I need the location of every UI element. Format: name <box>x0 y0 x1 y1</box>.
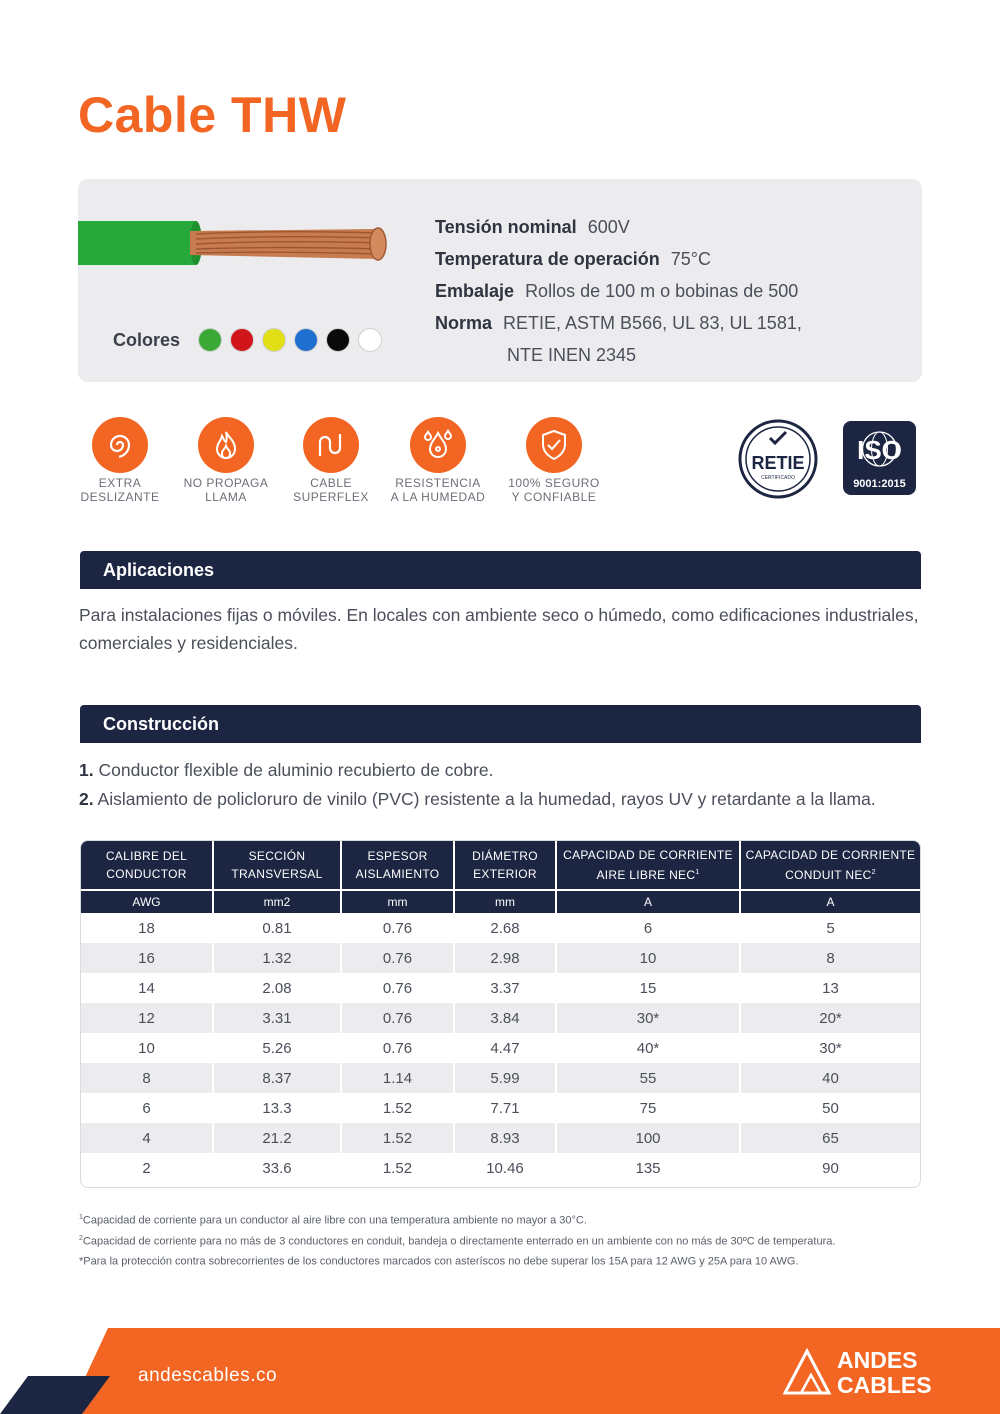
table-cell: 5.99 <box>455 1063 557 1093</box>
iso-subtext: 9001:2015 <box>853 478 906 490</box>
shield-check-icon <box>526 417 582 473</box>
table-cell: 8.93 <box>455 1123 557 1153</box>
item-text: Aislamiento de policloruro de vinilo (PVC) resistente a la humedad, rayos UV y retardante a la llama. <box>97 789 876 809</box>
item-number: 2. <box>79 789 94 809</box>
table-units-row <box>81 889 920 913</box>
footnotes <box>79 1209 835 1271</box>
table-unit-cell: mm <box>342 891 455 913</box>
table-cell: 14 <box>81 973 214 1003</box>
color-swatch-yellow <box>262 328 286 352</box>
spec-norma-cont <box>435 339 802 371</box>
table-cell: 6 <box>557 913 741 943</box>
table-cell: 20* <box>819 1009 842 1027</box>
feature-label-line1: EXTRA <box>98 476 142 490</box>
table-cell: 0.76 <box>342 1003 455 1033</box>
table-cell: 33.6 <box>214 1153 342 1183</box>
andes-cables-logo <box>783 1345 933 1397</box>
color-swatch-green <box>198 328 222 352</box>
table-header-cell: SECCIÓN TRANSVERSAL <box>214 841 342 889</box>
table-cell: 8 <box>81 1063 214 1093</box>
table-cell: 16 <box>81 943 214 973</box>
spec-temperature <box>435 243 802 275</box>
table-header-cell: CAPACIDAD DE CORRIENTE AIRE LIBRE NEC$^1$ <box>557 841 741 889</box>
feature-label-line1: RESISTENCIA <box>395 476 481 490</box>
table-cell: 90 <box>822 1159 839 1177</box>
table-cell: 2.98 <box>455 943 557 973</box>
retie-certification-badge <box>738 419 818 499</box>
table-row <box>81 943 920 973</box>
table-cell: 55 <box>557 1063 741 1093</box>
table-header <box>81 841 920 889</box>
feature-label-line2: SUPERFLEX <box>293 490 369 504</box>
feature-extra-deslizante <box>70 417 170 504</box>
feature-label-line1: 100% SEGURO <box>508 476 600 490</box>
table-unit-cell: mm <box>455 891 557 913</box>
feature-label-line2: A LA HUMEDAD <box>390 490 486 504</box>
feature-no-propaga-llama <box>176 417 276 504</box>
table-cell: 13.3 <box>214 1093 342 1123</box>
table-cell: 1.52 <box>342 1093 455 1123</box>
table-cell: 10.46 <box>455 1153 557 1183</box>
spec-temp-value: 75°C <box>670 249 711 269</box>
table-header-cell: CAPACIDAD DE CORRIENTE CONDUIT NEC$^2$ <box>745 848 916 882</box>
spec-embalaje-value: Rollos de 100 m o bobinas de 500 <box>525 281 799 301</box>
feature-label-line1: NO PROPAGA <box>183 476 269 490</box>
table-cell: 21.2 <box>214 1123 342 1153</box>
feature-label-line2: DESLIZANTE <box>80 490 160 504</box>
table-row <box>81 973 920 1003</box>
table-cell: 135 <box>557 1153 741 1183</box>
spec-list <box>435 211 802 371</box>
table-cell: 7.71 <box>455 1093 557 1123</box>
table-cell: 5 <box>826 919 835 937</box>
aplicaciones-text: Para instalaciones fijas o móviles. En locales con ambiente seco o húmedo, como edificaciones industriales, comerciales y residenciales. <box>79 605 919 653</box>
table-cell: 65 <box>822 1129 839 1147</box>
table-cell: 0.76 <box>342 973 455 1003</box>
table-cell: 30* <box>819 1039 842 1057</box>
table-cell: 4 <box>81 1123 214 1153</box>
construccion-heading: Construcción <box>80 705 921 743</box>
table-cell: 13 <box>822 979 839 997</box>
table-row <box>81 1093 920 1123</box>
spec-temp-label: Temperatura de operación <box>435 249 660 269</box>
table-cell: 18 <box>81 913 214 943</box>
logo-text-andes: ANDES <box>837 1347 918 1373</box>
construccion-list <box>79 756 876 814</box>
table-header-cell: ESPESOR AISLAMIENTO <box>342 841 455 889</box>
spec-norma <box>435 307 802 339</box>
table-cell: 50 <box>822 1099 839 1117</box>
table-unit-cell: AWG <box>81 891 214 913</box>
item-text: Conductor flexible de aluminio recubierto de cobre. <box>98 760 494 780</box>
retie-subtext: CERTIFICADO <box>761 475 795 481</box>
table-header-cell: DIÁMETRO EXTERIOR <box>455 841 557 889</box>
spec-tension-value: 600V <box>587 217 630 237</box>
table-row <box>81 1063 920 1093</box>
spec-tension-label: Tensión nominal <box>435 217 577 237</box>
color-swatch-red <box>230 328 254 352</box>
footnote: *Para la protección contra sobrecorrientes de los conductores marcados con asteríscos no debe superar los 15A para 12 AWG y 25A para 10 AWG. <box>79 1255 799 1268</box>
table-unit-cell: A <box>557 891 741 913</box>
flex-cable-icon <box>303 417 359 473</box>
feature-seguro-confiable <box>504 417 604 504</box>
table-cell: 30* <box>557 1003 741 1033</box>
feature-icons <box>80 417 610 507</box>
table-cell: 15 <box>557 973 741 1003</box>
colors-label: Colores <box>113 330 181 350</box>
table-cell: 5.26 <box>214 1033 342 1063</box>
table-row <box>81 913 920 943</box>
feature-label-line2: Y CONFIABLE <box>511 490 597 504</box>
specifications-table <box>80 840 921 1188</box>
spec-panel <box>78 179 922 382</box>
iso-certification-badge <box>843 421 916 495</box>
feature-resistencia-humedad <box>388 417 488 504</box>
table-cell: 1.52 <box>342 1153 455 1183</box>
table-row <box>81 1003 920 1033</box>
table-cell: 2 <box>81 1153 214 1183</box>
table-unit-cell: mm2 <box>214 891 342 913</box>
feature-cable-superflex <box>281 417 381 504</box>
construccion-item <box>79 785 876 814</box>
item-number: 1. <box>79 760 94 780</box>
table-row <box>81 1123 920 1153</box>
table-row <box>81 1033 920 1063</box>
flame-icon <box>198 417 254 473</box>
table-cell: 12 <box>81 1003 214 1033</box>
water-drops-icon <box>410 417 466 473</box>
color-swatch-black <box>326 328 350 352</box>
table-cell: 0.81 <box>214 913 342 943</box>
feature-label-line2: LLAMA <box>205 490 247 504</box>
page-title: Cable THW <box>78 87 347 143</box>
table-cell: 2.08 <box>214 973 342 1003</box>
footnote: $^2$Capacidad de corriente para no más de 3 conductores en conduit, bandeja o directamente enterrado en un ambiente con no más de 30ºC de temperatura. <box>79 1234 836 1248</box>
spec-norma-value-1: RETIE, ASTM B566, UL 83, UL 1581, <box>503 313 802 333</box>
feature-label-line1: CABLE <box>310 476 352 490</box>
table-cell: 3.31 <box>214 1003 342 1033</box>
table-cell: 40* <box>557 1033 741 1063</box>
table-cell: 2.68 <box>455 913 557 943</box>
table-cell: 1.32 <box>214 943 342 973</box>
table-cell: 0.76 <box>342 1033 455 1063</box>
table-cell: 8.37 <box>214 1063 342 1093</box>
table-cell: 75 <box>557 1093 741 1123</box>
spec-embalaje <box>435 275 802 307</box>
color-swatch-blue <box>294 328 318 352</box>
table-cell: 1.52 <box>342 1123 455 1153</box>
cable-illustration <box>78 209 398 279</box>
color-swatches <box>198 328 382 352</box>
spec-embalaje-label: Embalaje <box>435 281 515 301</box>
footer-website-link[interactable]: andescables.co <box>138 1365 278 1386</box>
construccion-item <box>79 756 876 785</box>
logo-text-cables: CABLES <box>837 1372 932 1397</box>
spec-norma-value-2: NTE INEN 2345 <box>507 345 637 365</box>
table-cell: 0.76 <box>342 913 455 943</box>
table-cell: 10 <box>557 943 741 973</box>
table-cell: 4.47 <box>455 1033 557 1063</box>
table-cell: 10 <box>81 1033 214 1063</box>
table-cell: 1.14 <box>342 1063 455 1093</box>
iso-text: ISO <box>857 435 902 465</box>
color-swatch-white <box>358 328 382 352</box>
spiral-icon <box>92 417 148 473</box>
table-unit-cell: A <box>826 895 835 909</box>
table-cell: 40 <box>822 1069 839 1087</box>
table-row <box>81 1153 920 1183</box>
spec-norma-label: Norma <box>435 313 493 333</box>
table-cell: 8 <box>826 949 835 967</box>
table-body <box>81 913 920 1183</box>
table-cell: 3.37 <box>455 973 557 1003</box>
table-header-cell: CALIBRE DEL CONDUCTOR <box>81 841 214 889</box>
table-cell: 100 <box>557 1123 741 1153</box>
table-cell: 3.84 <box>455 1003 557 1033</box>
table-cell: 6 <box>81 1093 214 1123</box>
aplicaciones-heading: Aplicaciones <box>80 551 921 589</box>
spec-tension <box>435 211 802 243</box>
table-cell: 0.76 <box>342 943 455 973</box>
retie-text: RETIE <box>751 453 805 473</box>
footnote: $^1$Capacidad de corriente para un conductor al aire libre con una temperatura ambiente no mayor a 30°C. <box>79 1214 587 1227</box>
